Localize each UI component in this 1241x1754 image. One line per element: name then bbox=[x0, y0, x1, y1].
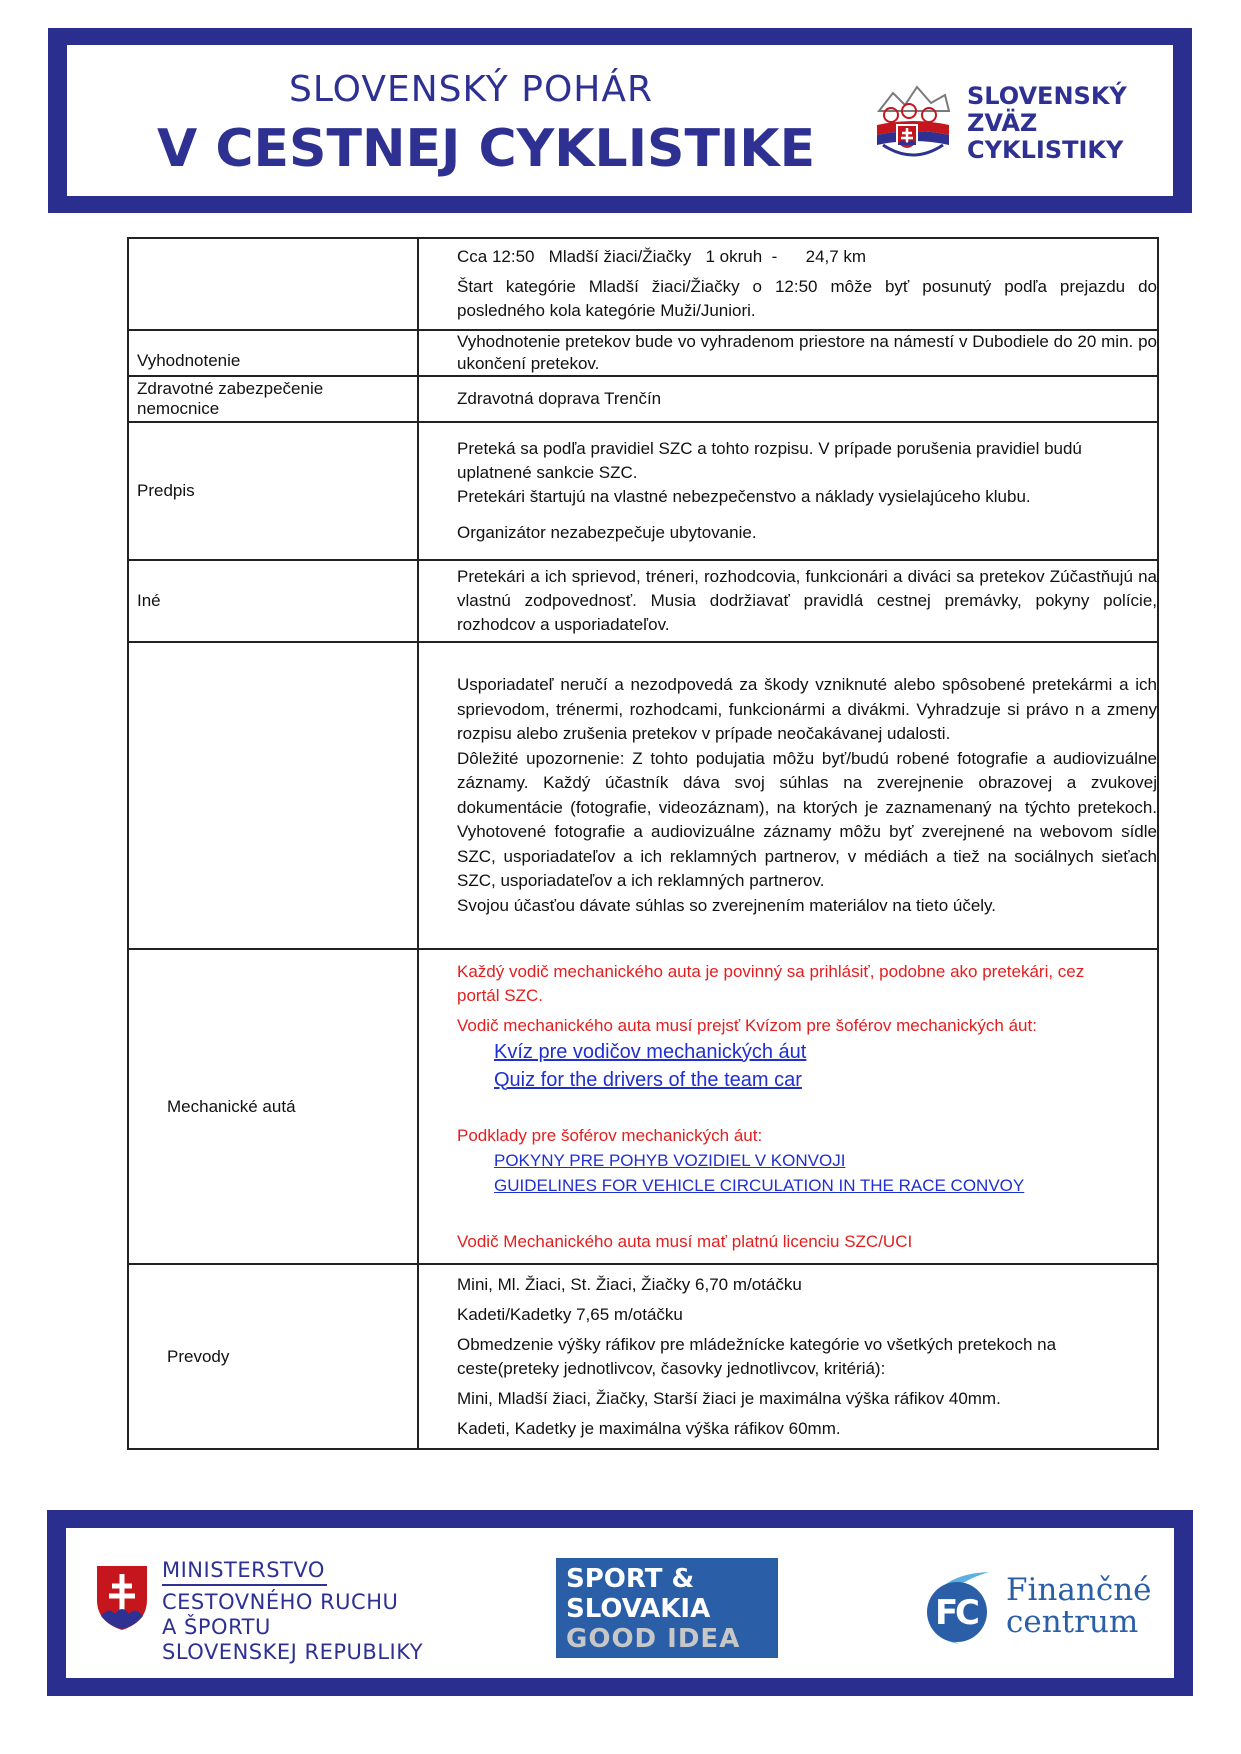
table-row-disclaimer bbox=[128, 642, 1158, 949]
table-row-start bbox=[128, 238, 1158, 330]
federation-line-1: SLOVENSKÝ bbox=[967, 82, 1127, 110]
svg-text:C: C bbox=[955, 1593, 980, 1633]
table-row-cars bbox=[128, 949, 1158, 1264]
row-value-evaluation bbox=[418, 330, 1158, 376]
ministry-line-1: MINISTERSTVO bbox=[162, 1558, 325, 1582]
fc-line-1: Finančné bbox=[1006, 1572, 1152, 1608]
header-inner bbox=[67, 45, 1173, 196]
table-row-rules bbox=[128, 422, 1158, 560]
evaluation-text: Vyhodnotenie pretekov bude vo vyhradenom priestore na námestí v Dubodiele do 20 min. po ukončení pretekov. bbox=[457, 332, 1157, 373]
title-line-2: V CESTNEJ CYKLISTIKE bbox=[157, 119, 816, 179]
slovak-coat-of-arms bbox=[95, 1564, 149, 1632]
row-label-other: Iné bbox=[128, 560, 418, 642]
disclaimer-text-1: Usporiadateľ neručí a nezodpovedá za škody vzniknuté alebo spôsobené pretekármi a ich sprievodom, trénermi, rozhodcami, funkcionármi a divákmi. Vyhradzuje si právo n a zmeny rozpisu alebo zrušenia pretekov v prípade neočakávanej udalosti. bbox=[457, 675, 1157, 743]
ministry-line-2: CESTOVNÉHO RUCHU bbox=[162, 1590, 399, 1614]
sport-line-1: SPORT & bbox=[566, 1564, 695, 1594]
cars-guidelines-text: Podklady pre šoférov mechanických áut: bbox=[457, 1125, 763, 1145]
row-value-other bbox=[418, 560, 1158, 642]
gears-line-5: Kadeti, Kadetky je maximálna výška ráfikov 60mm. bbox=[457, 1418, 841, 1438]
table-row-other bbox=[128, 560, 1158, 642]
row-value-gears bbox=[418, 1264, 1158, 1449]
cars-registration-text: Každý vodič mechanického auta je povinný sa prihlásiť, podobne ako pretekári, cez portál SZC. bbox=[457, 961, 1085, 1005]
rules-text-3: Organizátor nezabezpečuje ubytovanie. bbox=[457, 523, 757, 542]
guidelines-link-en[interactable]: GUIDELINES FOR VEHICLE CIRCULATION IN THE RACE CONVOY bbox=[494, 1175, 1025, 1195]
cars-license-text: Vodič Mechanického auta musí mať platnú licenciu SZC/UCI bbox=[457, 1231, 913, 1251]
gears-line-1: Mini, Ml. Žiaci, St. Žiaci, Žiačky 6,70 m/otáčku bbox=[457, 1274, 802, 1294]
row-value-rules bbox=[418, 422, 1158, 560]
svg-text:F: F bbox=[935, 1593, 959, 1633]
other-text: Pretekári a ich sprievod, tréneri, rozhodcovia, funkcionári a diváci sa pretekov Zúčastňujú na vlastnú zodpovednosť. Musia dodržiavať pravidlá cestnej premávky, pokyny polície, rozhodcov a usporiadateľov. bbox=[457, 567, 1157, 634]
ministry-line-3: A ŠPORTU bbox=[162, 1615, 271, 1639]
sport-slovakia-logo bbox=[556, 1558, 778, 1658]
gears-line-4: Mini, Mladší žiaci, Žiačky, Starší žiaci je maximálna výška ráfikov 40mm. bbox=[457, 1388, 1001, 1408]
federation-name bbox=[967, 83, 1127, 164]
medical-text: Zdravotná doprava Trenčín bbox=[457, 389, 662, 408]
row-value-start bbox=[418, 238, 1158, 330]
ministry-divider bbox=[162, 1584, 327, 1586]
row-label-evaluation: Vyhodnotenie bbox=[128, 330, 418, 376]
federation-line-2: ZVÄZ bbox=[967, 109, 1038, 137]
race-info-table bbox=[127, 237, 1159, 1450]
row-value-medical bbox=[418, 376, 1158, 422]
rules-text-1: Preteká sa podľa pravidiel SZC a tohto rozpisu. V prípade porušenia pravidiel budú uplatnené sankcie SZC. bbox=[457, 439, 1082, 482]
footer-banner bbox=[47, 1510, 1193, 1696]
good-idea-text: GOOD IDEA bbox=[566, 1624, 741, 1654]
row-label-rules: Predpis bbox=[128, 422, 418, 560]
fc-logo bbox=[919, 1568, 1009, 1646]
guidelines-link-sk[interactable]: POKYNY PRE POHYB VOZIDIEL V KONVOJI bbox=[494, 1150, 846, 1170]
sport-line-3 bbox=[566, 1624, 768, 1654]
table-row-gears bbox=[128, 1264, 1158, 1449]
ministry-name bbox=[162, 1558, 423, 1665]
cycling-federation-logo bbox=[873, 81, 953, 167]
row-label-medical: Zdravotné zabezpečenie nemocnice bbox=[128, 376, 418, 422]
start-note: Štart kategórie Mladší žiaci/Žiačky o 12:50 môže byť posunutý podľa prejazdu do posledného kola kategórie Muži/Juniori. bbox=[457, 277, 1157, 320]
disclaimer-text-3: Svojou účasťou dávate súhlas so zverejnením materiálov na tieto účely. bbox=[457, 895, 997, 915]
sport-line-2: SLOVAKIA bbox=[566, 1594, 711, 1624]
row-value-disclaimer bbox=[418, 642, 1158, 949]
ministry-line-4: SLOVENSKEJ REPUBLIKY bbox=[162, 1640, 424, 1664]
table-row-evaluation bbox=[128, 330, 1158, 376]
table-row-medical bbox=[128, 376, 1158, 422]
fc-name bbox=[1006, 1574, 1152, 1638]
footer-inner bbox=[66, 1528, 1174, 1678]
quiz-link-en[interactable]: Quiz for the drivers of the team car bbox=[494, 1068, 802, 1091]
start-time-line: Cca 12:50 Mladší žiaci/Žiačky 1 okruh - 24,7 km bbox=[457, 247, 867, 266]
row-value-cars bbox=[418, 949, 1158, 1264]
row-label-disclaimer bbox=[128, 642, 418, 949]
federation-line-3: CYKLISTIKY bbox=[967, 136, 1124, 164]
rules-text-2: Pretekári štartujú na vlastné nebezpečenstvo a náklady vysielajúceho klubu. bbox=[457, 487, 1031, 506]
row-label-cars: Mechanické autá bbox=[128, 949, 418, 1264]
title-line-1: SLOVENSKÝ POHÁR bbox=[289, 69, 653, 110]
cars-quiz-text: Vodič mechanického auta musí prejsť Kvízom pre šoférov mechanických áut: bbox=[457, 1015, 1037, 1035]
header-banner bbox=[48, 28, 1192, 213]
fc-line-2: centrum bbox=[1006, 1604, 1139, 1640]
gears-line-2: Kadeti/Kadetky 7,65 m/otáčku bbox=[457, 1304, 683, 1324]
row-label-gears: Prevody bbox=[128, 1264, 418, 1449]
row-label-start bbox=[128, 238, 418, 330]
gears-line-3: Obmedzenie výšky ráfikov pre mládežnícke kategórie vo všetkých pretekoch na ceste(preteky jednotlivcov, časovky jednotlivcov, kritériá): bbox=[457, 1334, 1057, 1378]
disclaimer-text-2: Dôležité upozornenie: Z tohto podujatia môžu byť/budú robené fotografie a audiovizuálne záznamy. Každý účastník dáva svoj súhlas na zverejnenie obrazovej a zvukovej dokumentácie (fotografie, videozáznam), na ktorých je zaznamenaný na týchto pretekoch. Vyhotovené fotografie a audiovizuálne záznamy môžu byť zverejnené na webovom sídle SZC, usporiadateľov a ich reklamných partnerov, v médiách a tiež na sociálnych sieťach SZC, usporiadateľov a ich reklamných partnerov. bbox=[457, 748, 1157, 890]
quiz-link-sk[interactable]: Kvíz pre vodičov mechanických áut bbox=[494, 1040, 807, 1063]
